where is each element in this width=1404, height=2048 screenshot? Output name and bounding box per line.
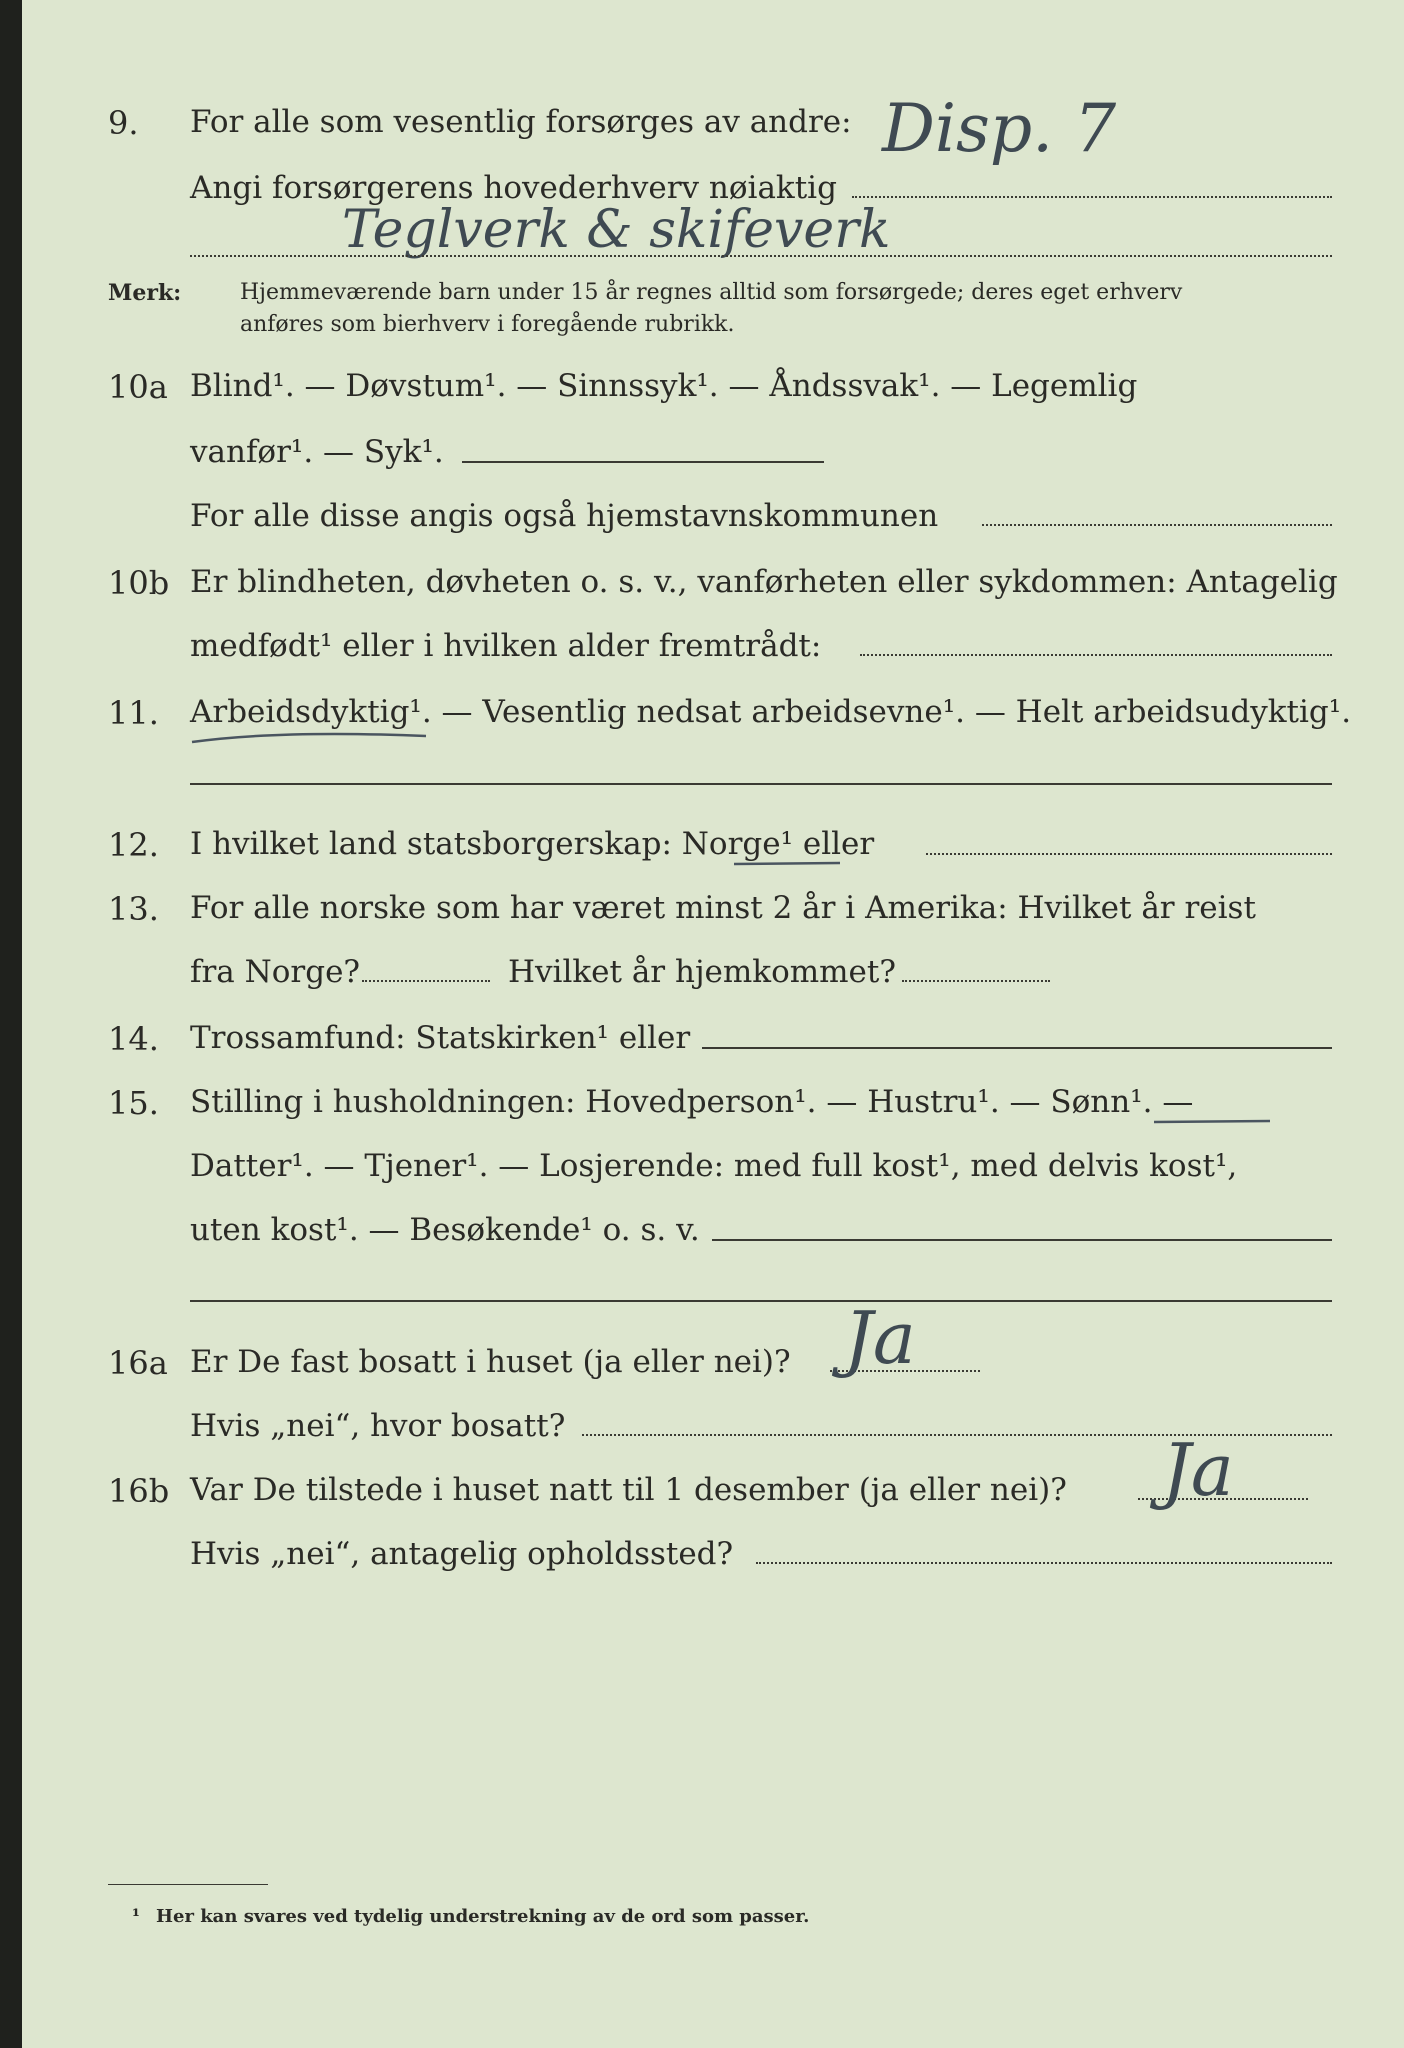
q13-hjemkommet-line <box>902 980 1050 982</box>
q10b-answer-line <box>860 654 1332 656</box>
census-form-page <box>22 0 1404 2048</box>
q13-question: For alle norske som har været minst 2 år i Amerika: Hvilket år reist <box>190 890 1256 926</box>
q10b-question: Er blindheten, døvheten o. s. v., vanførheten eller sykdommen: Antagelig <box>190 564 1338 600</box>
footnote-row <box>22 1902 1404 1952</box>
q14-row-1 <box>22 1016 1404 1066</box>
q15-underline-mark <box>1152 1116 1272 1128</box>
q9-handwritten-answer: Teglverk & skifeverk <box>342 200 891 260</box>
q9-instruction: Angi forsørgerens hovederhverv nøiaktig <box>190 170 837 206</box>
footnote-text: Her kan svares ved tydelig understrekning av de ord som passer. <box>156 1906 810 1927</box>
q16b-number: 16b <box>108 1472 170 1510</box>
q12-answer-line <box>926 853 1332 855</box>
q15-answer-line <box>712 1239 1332 1241</box>
q12-underline-mark <box>732 858 842 870</box>
q10a-answer-line <box>462 461 824 463</box>
q16b-question-2: Hvis „nei“, antagelig opholdssted? <box>190 1536 734 1572</box>
q16a-handwritten-answer: Ja <box>844 1296 916 1380</box>
q10a-number: 10a <box>108 368 168 406</box>
q16b-row-2 <box>22 1532 1404 1582</box>
q14-number: 14. <box>108 1020 159 1058</box>
q16b-handwritten-answer: Ja <box>1162 1428 1234 1512</box>
q11-answer-line <box>190 783 1332 785</box>
q16b-opholdssted-line <box>756 1562 1332 1564</box>
q16b-question: Var De tilstede i huset natt til 1 desember (ja eller nei)? <box>190 1472 1067 1508</box>
q16a-number: 16a <box>108 1344 168 1382</box>
q9-row-1 <box>22 100 1404 150</box>
q10a-row-3 <box>22 494 1404 544</box>
q15-row-3 <box>22 1208 1404 1258</box>
q13-reist-label: fra Norge? <box>190 954 361 990</box>
q10b-row-1 <box>22 560 1404 610</box>
q9-handwritten-note: Disp. 7 <box>882 90 1117 167</box>
q13-row-1 <box>22 886 1404 936</box>
q15-number: 15. <box>108 1084 159 1122</box>
q9-answer-line-2 <box>190 255 1332 257</box>
q11-number: 11. <box>108 694 159 732</box>
q12-number: 12. <box>108 826 159 864</box>
q10b-row-2 <box>22 624 1404 674</box>
q16a-question: Er De fast bosatt i huset (ja eller nei)? <box>190 1344 791 1380</box>
merk-label: Merk: <box>108 280 182 306</box>
q13-hjemkommet-label: Hvilket år hjemkommet? <box>508 954 896 990</box>
merk-text-1: Hjemmeværende barn under 15 år regnes alltid som forsørgede; deres eget erhverv <box>240 280 1183 305</box>
q15-answer-line-2 <box>190 1300 1332 1302</box>
q13-reist-line <box>362 980 490 982</box>
merk-text-2: anføres som bierhverv i foregående rubrikk. <box>240 312 735 337</box>
q10b-number: 10b <box>108 564 170 602</box>
q15-options: Stilling i husholdningen: Hovedperson¹. — Hustru¹. — Sønn¹. — <box>190 1084 1194 1120</box>
q10a-row-2 <box>22 430 1404 480</box>
q10a-hjemstavn: For alle disse angis også hjemstavnskommunen <box>190 498 939 534</box>
q12-question: I hvilket land statsborgerskap: Norge¹ eller <box>190 826 875 862</box>
q9-answer-line <box>852 196 1332 198</box>
q13-row-2 <box>22 950 1404 1000</box>
q10a-row-1 <box>22 364 1404 414</box>
q15-options-3: uten kost¹. — Besøkende¹ o. s. v. <box>190 1212 700 1248</box>
q9-question: For alle som vesentlig forsørges av andre: <box>190 104 852 140</box>
q13-number: 13. <box>108 890 159 928</box>
q14-question: Trossamfund: Statskirken¹ eller <box>190 1020 691 1056</box>
q10a-options: Blind¹. — Døvstum¹. — Sinnssyk¹. — Åndssvak¹. — Legemlig <box>190 368 1138 404</box>
q15-options-2: Datter¹. — Tjener¹. — Losjerende: med full kost¹, med delvis kost¹, <box>190 1148 1238 1184</box>
footnote-mark: ¹ <box>132 1906 140 1927</box>
q10a-hjemstavn-line <box>982 524 1332 526</box>
merk-row-2 <box>22 310 1404 360</box>
q10b-question-2: medfødt¹ eller i hvilken alder fremtrådt: <box>190 628 822 664</box>
footnote-rule <box>108 1884 268 1885</box>
q11-underline-mark <box>190 728 430 748</box>
q14-answer-line <box>702 1047 1332 1049</box>
q9-number: 9. <box>108 104 139 142</box>
q12-row-1 <box>22 822 1404 872</box>
q16a-question-2: Hvis „nei“, hvor bosatt? <box>190 1408 566 1444</box>
q11-options: Arbeidsdyktig¹. — Vesentlig nedsat arbeidsevne¹. — Helt arbeidsudyktig¹. <box>190 694 1352 730</box>
q16a-row-1 <box>22 1340 1404 1390</box>
q10a-options-2: vanfør¹. — Syk¹. <box>190 434 444 470</box>
q15-row-2 <box>22 1144 1404 1194</box>
